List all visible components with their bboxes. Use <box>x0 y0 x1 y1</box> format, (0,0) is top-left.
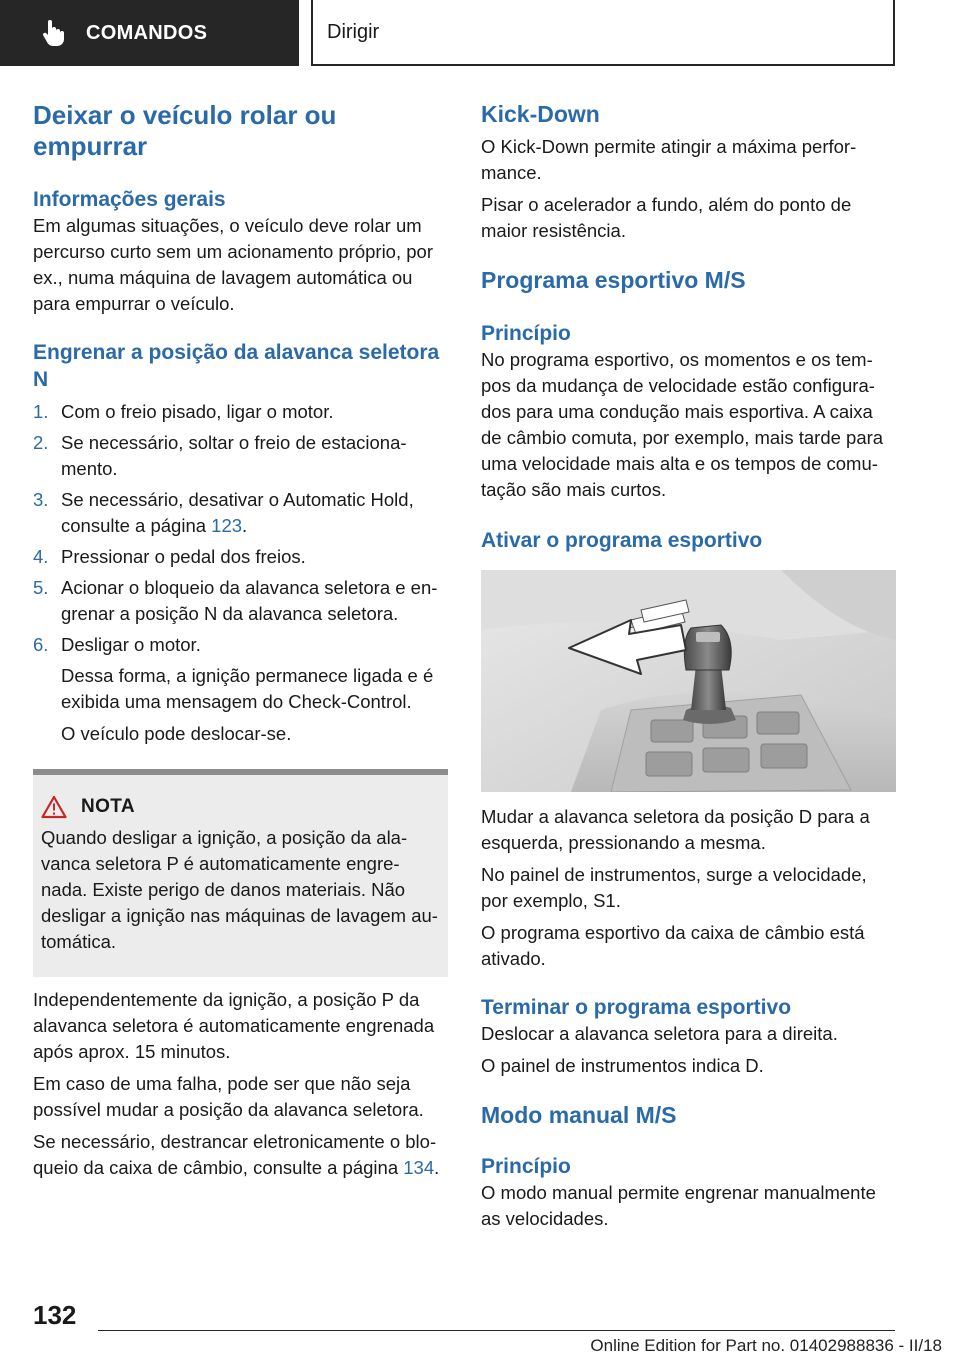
paragraph-auto-p: Independentemente da ignição, a posição P da alavanca seletora é automaticamente engrenada após aprox. 15 minutos. <box>33 989 435 1062</box>
page-link-123[interactable]: 123 <box>211 515 243 536</box>
gear-selector-illustration <box>481 570 896 792</box>
step6-detail-2: O veículo pode deslocar-se. <box>61 723 292 744</box>
paragraph-kickdown-2: Pisar o acelerador a fundo, além do ponto de maior resistência. <box>481 194 852 241</box>
paragraph-manual: O modo manual permite engrenar manualmente as velocidades. <box>481 1182 876 1229</box>
page-number: 132 <box>33 1300 77 1330</box>
subheading-end-sport: Terminar o programa esportivo <box>481 996 792 1019</box>
hand-pointer-icon <box>40 20 66 46</box>
left-column <box>33 100 448 1181</box>
chapter-box <box>311 0 895 66</box>
paragraph-general-info: Em algumas situações, o veículo deve rolar um percurso curto sem um acionamento próprio, por ex., numa máquina de lavagem automática ou para empurrar o veículo. <box>33 215 433 314</box>
step6-detail: Dessa forma, a ignição permanece ligada e é exibida uma mensagem do Check-Control. <box>61 665 434 712</box>
note-box <box>33 769 448 977</box>
footer-divider <box>98 1330 895 1331</box>
section-tab <box>0 0 299 66</box>
list-item: 2. Se necessário, soltar o freio de estaciona-mento. <box>33 432 407 479</box>
section-heading-sport: Programa esportivo M/S <box>481 267 746 293</box>
section-heading-roll: Deixar o veículo rolar ou empurrar <box>33 100 337 161</box>
subheading-principle: Princípio <box>481 322 571 345</box>
paragraph-principle: No programa esportivo, os momentos e os tem-pos da mudança de velocidade estão configura-dos para uma condução mais esportiva. A caixa de câmbio comuta, por exemplo, mais tarde para uma velocidade mais alta e os tempos de comu-tação são mais curtos. <box>481 349 884 500</box>
paragraph-end-1: Deslocar a alavanca seletora para a direita. <box>481 1023 838 1044</box>
subheading-general-info: Informações gerais <box>33 188 226 211</box>
list-item: 4. Pressionar o pedal dos freios. <box>33 546 306 567</box>
section-heading-manual: Modo manual M/S <box>481 1102 677 1128</box>
right-column <box>481 100 896 1232</box>
page-header <box>0 0 960 66</box>
paragraph-end-2: O painel de instrumentos indica D. <box>481 1055 764 1076</box>
paragraph-activate-3: O programa esportivo da caixa de câmbio está ativado. <box>481 922 865 969</box>
section-heading-kickdown: Kick-Down <box>481 101 600 127</box>
edition-text: Online Edition for Part no. 01402988836 - II/18 <box>590 1336 942 1355</box>
note-text: Quando desligar a ignição, a posição da ala-vanca seletora P é automaticamente engre-nada. Existe perigo de danos materiais. Não desligar a ignição nas máquinas de lavagem au-tomática. <box>41 827 438 952</box>
subheading-engage-n: Engrenar a posição da alavanca seletora N <box>33 341 440 391</box>
paragraph-kickdown-1: O Kick-Down permite atingir a máxima perfor-mance. <box>481 136 857 183</box>
steps-list <box>33 399 448 658</box>
list-item: 5. Acionar o bloqueio da alavanca seletora e en-grenar a posição N da alavanca seletora. <box>33 577 438 624</box>
list-item: 1. Com o freio pisado, ligar o motor. <box>33 401 334 422</box>
paragraph-activate-1: Mudar a alavanca seletora da posição D para a esquerda, pressionando a mesma. <box>481 806 870 853</box>
paragraph-failure: Em caso de uma falha, pode ser que não seja possível mudar a posição da alavanca seletora. <box>33 1073 424 1120</box>
note-title: NOTA <box>41 795 448 819</box>
list-item: 3. Se necessário, desativar o Automatic Hold, consulte a página 123. <box>33 489 414 536</box>
paragraph-unlock: Se necessário, destrancar eletronicamente o blo-queio da caixa de câmbio, consulte a página 134. <box>33 1131 440 1178</box>
subheading-activate-sport: Ativar o programa esportivo <box>481 529 763 552</box>
section-label: COMANDOS <box>86 21 208 44</box>
chapter-label: Dirigir <box>327 20 380 43</box>
list-item: 6. Desligar o motor. <box>33 634 201 655</box>
warning-triangle-icon <box>41 795 67 819</box>
page-link-134[interactable]: 134 <box>403 1157 435 1178</box>
paragraph-activate-2: No painel de instrumentos, surge a velocidade, por exemplo, S1. <box>481 864 867 911</box>
subheading-manual-principle: Princípio <box>481 1155 571 1178</box>
